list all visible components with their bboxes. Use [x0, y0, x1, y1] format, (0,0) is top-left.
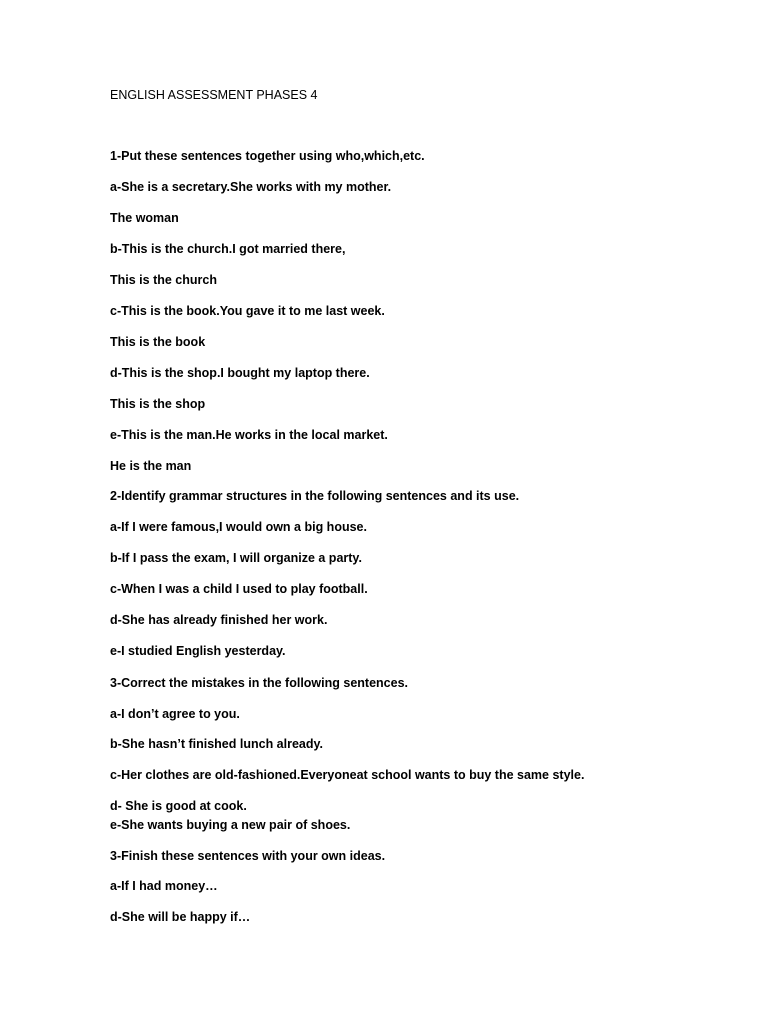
question-3-item-a: a-I don’t agree to you. — [110, 707, 240, 721]
answer-prompt-d: This is the shop — [110, 397, 206, 411]
question-2-item-c: c-When I was a child I used to play football. — [110, 582, 368, 596]
question-3-item-c: c-Her clothes are old-fashioned.Everyoneat school wants to buy the same style. — [110, 768, 585, 782]
question-3-heading: 3-Correct the mistakes in the following sentences. — [110, 676, 408, 690]
answer-prompt-b: This is the church — [110, 273, 217, 287]
question-1-heading: 1-Put these sentences together using who,which,etc. — [110, 149, 425, 163]
question-4-item-d: d-She will be happy if… — [110, 910, 251, 924]
question-2-heading: 2-Identify grammar structures in the following sentences and its use. — [110, 489, 520, 503]
question-2-item-e: e-I studied English yesterday. — [110, 644, 286, 658]
answer-prompt-a: The woman — [110, 211, 179, 225]
question-2-item-d: d-She has already finished her work. — [110, 613, 328, 627]
question-1-item-e: e-This is the man.He works in the local market. — [110, 428, 388, 442]
document-title: ENGLISH ASSESSMENT PHASES 4 — [110, 88, 318, 102]
question-2-item-b: b-If I pass the exam, I will organize a party. — [110, 551, 362, 565]
answer-prompt-e: He is the man — [110, 459, 192, 473]
question-1-item-b: b-This is the church.I got married there, — [110, 242, 346, 256]
question-1-item-d: d-This is the shop.I bought my laptop there. — [110, 366, 370, 380]
question-3-item-e: e-She wants buying a new pair of shoes. — [110, 818, 351, 832]
question-4-heading: 3-Finish these sentences with your own ideas. — [110, 849, 386, 863]
question-2-item-a: a-If I were famous,I would own a big house. — [110, 520, 367, 534]
question-1-item-a: a-She is a secretary.She works with my mother. — [110, 180, 392, 194]
answer-prompt-c: This is the book — [110, 335, 206, 349]
question-1-item-c: c-This is the book.You gave it to me last week. — [110, 304, 385, 318]
question-3-item-d: d- She is good at cook. — [110, 799, 247, 813]
question-3-item-b: b-She hasn’t finished lunch already. — [110, 737, 324, 751]
question-4-item-a: a-If I had money… — [110, 879, 218, 893]
